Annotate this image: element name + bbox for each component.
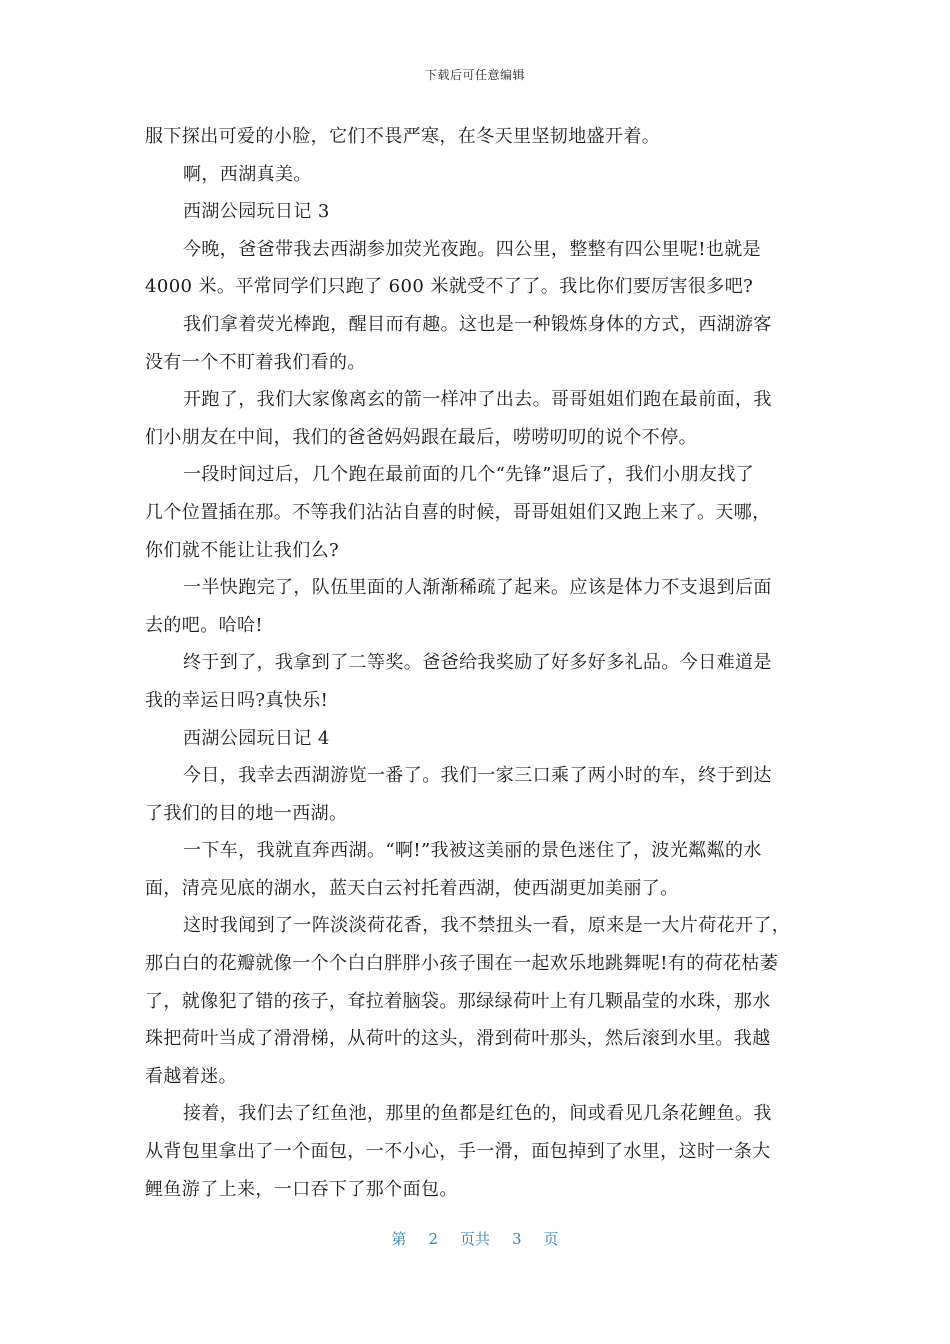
text-line: 几个位置插在那。不等我们沾沾自喜的时候，哥哥姐姐们又跑上来了。天哪， (145, 501, 771, 523)
text-line: 珠把荷叶当成了滑滑梯，从荷叶的这头，滑到荷叶那头，然后滚到水里。我越 (145, 1028, 771, 1050)
text-line: 我们拿着荧光棒跑，醒目而有趣。这也是一种锻炼身体的方式，西湖游客 (183, 313, 772, 335)
text-line: 服下探出可爱的小脸，它们不畏严寒，在冬天里坚韧地盛开着。 (145, 126, 661, 147)
text-line: 啊，西湖真美。 (183, 163, 312, 185)
text-line: 4000 米。平常同学们只跑了 600 米就受不了了。我比你们要厉害很多吧? (145, 276, 754, 298)
text-line: 这时我闻到了一阵淡淡荷花香，我不禁扭头一看，原来是一大片荷花开了， (183, 915, 791, 937)
text-line: 我的幸运日吗?真快乐! (145, 689, 329, 711)
page-header: 下载后可任意编辑 (424, 68, 525, 82)
text-line: 一段时间过后，几个跑在最前面的几个“先锋”退后了，我们小朋友找了 (183, 464, 755, 486)
text-line: 去的吧。哈哈! (145, 614, 264, 636)
text-line: 今日，我幸去西湖游览一番了。我们一家三口乘了两小时的车，终于到达 (183, 765, 772, 787)
footer-middle: 页共 (459, 1230, 490, 1248)
text-line: 看越着迷。 (145, 1065, 237, 1087)
total-page-number: 3 (512, 1230, 522, 1248)
document-body (145, 118, 805, 1208)
text-line: 那白白的花瓣就像一个个白白胖胖小孩子围在一起欢乐地跳舞呢!有的荷花枯萎 (145, 953, 779, 975)
text-line: 一下车，我就直奔西湖。“啊!”我被这美丽的景色迷住了，波光粼粼的水 (183, 840, 762, 862)
text-line: 开跑了，我们大家像离玄的箭一样冲了出去。哥哥姐姐们跑在最前面，我 (183, 389, 772, 411)
text-line: 鲤鱼游了上来，一口吞下了那个面包。 (145, 1178, 458, 1200)
text-line: 终于到了，我拿到了二等奖。爸爸给我奖励了好多好多礼品。今日难道是 (183, 652, 772, 674)
current-page-number: 2 (428, 1230, 438, 1248)
section-heading: 西湖公园玩日记 3 (183, 201, 330, 223)
text-line: 今晚，爸爸带我去西湖参加荧光夜跑。四公里，整整有四公里呢!也就是 (183, 238, 762, 260)
footer-prefix: 第 (391, 1230, 407, 1248)
text-line: 接着，我们去了红鱼池，那里的鱼都是红色的，间或看见几条花鲤鱼。我 (183, 1103, 772, 1125)
footer-suffix: 页 (543, 1230, 559, 1248)
text-line: 了我们的目的地一西湖。 (145, 802, 348, 824)
text-line: 面，清亮见底的湖水，蓝天白云衬托着西湖，使西湖更加美丽了。 (145, 877, 679, 899)
page-footer (0, 1228, 950, 1249)
text-line: 没有一个不盯着我们看的。 (145, 351, 366, 373)
text-line: 一半快跑完了，队伍里面的人渐渐稀疏了起来。应该是体力不支退到后面 (183, 577, 772, 599)
text-line: 从背包里拿出了一个面包，一不小心，手一滑，面包掉到了水里，这时一条大 (145, 1141, 771, 1163)
text-line: 你们就不能让让我们么? (145, 539, 340, 561)
text-line: 们小朋友在中间，我们的爸爸妈妈跟在最后，唠唠叨叨的说个不停。 (145, 426, 697, 448)
section-heading: 西湖公园玩日记 4 (183, 727, 330, 749)
text-line: 了，就像犯了错的孩子，耷拉着脑袋。那绿绿荷叶上有几颗晶莹的水珠，那水 (145, 990, 771, 1012)
